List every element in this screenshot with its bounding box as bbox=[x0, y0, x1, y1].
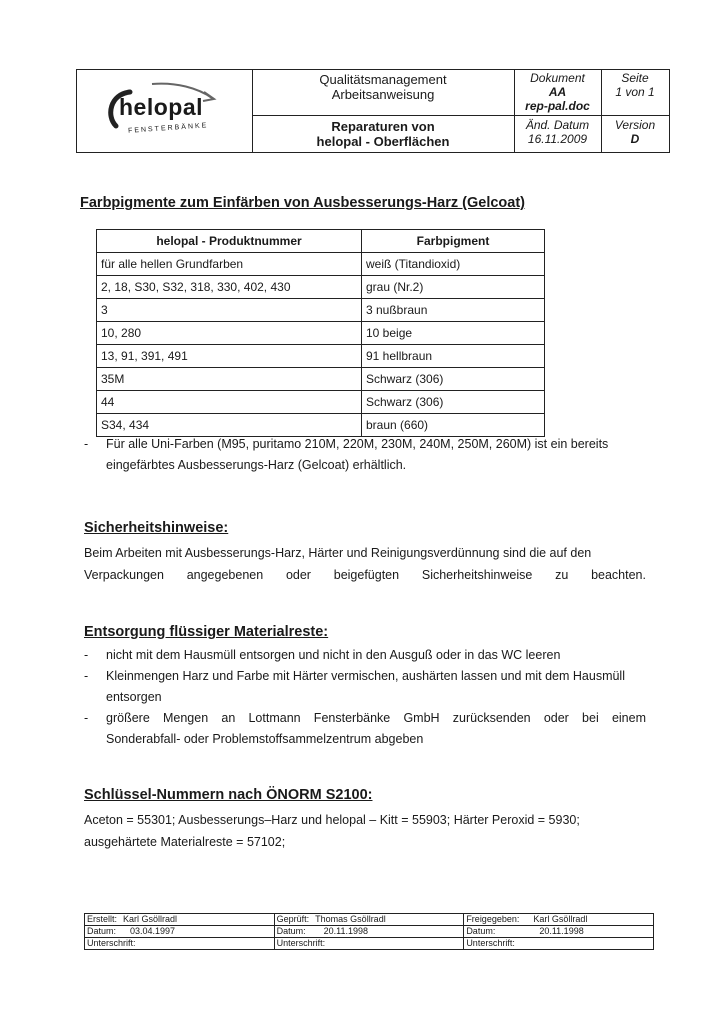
document-id: Dokument AA rep-pal.doc bbox=[525, 71, 590, 113]
keys-section-heading: Schlüssel-Nummern nach ÖNORM S2100: bbox=[84, 787, 373, 803]
department-heading: Qualitätsmanagement Arbeitsanweisung bbox=[319, 72, 447, 102]
list-item: - Kleinmengen Harz und Farbe mit Härter vermischen, aushärten lassen und mit dem Hausmüll entsorgen bbox=[84, 666, 654, 708]
table-header-row bbox=[97, 230, 545, 253]
list-item: - größere Mengen an Lottmann Fensterbänke GmbH zurücksenden oder bei einem Sonderabfall- oder Problemstoffsammelzentrum abgeben bbox=[84, 708, 654, 750]
table-row: 3 3 nußbraun bbox=[97, 299, 545, 322]
approval-table bbox=[84, 913, 654, 950]
table-row: Unterschrift: Unterschrift: Unterschrift: bbox=[85, 938, 654, 950]
table-row: S34, 434 braun (660) bbox=[97, 414, 545, 437]
pigment-table bbox=[96, 229, 545, 437]
disposal-list bbox=[84, 645, 654, 750]
safety-section-heading: Sicherheitshinweise: bbox=[84, 520, 229, 536]
change-date: Änd. Datum 16.11.2009 bbox=[525, 118, 590, 146]
pigment-section-heading: Farbpigmente zum Einfärben von Ausbesserungs-Harz (Gelcoat) bbox=[80, 195, 526, 211]
document-title: Reparaturen von helopal - Oberflächen bbox=[316, 119, 450, 149]
helopal-logo: helopal FENSTERBÄNKE bbox=[96, 78, 246, 148]
table-row: für alle hellen Grundfarben weiß (Titandioxid) bbox=[97, 253, 545, 276]
pigment-note bbox=[84, 434, 664, 476]
table-row: 2, 18, S30, S32, 318, 330, 402, 430 grau (Nr.2) bbox=[97, 276, 545, 299]
safety-text: Beim Arbeiten mit Ausbesserungs-Harz, Härter und Reinigungsverdünnung sind die auf den Verpackungen angegebenen oder beigefügten Sicherheitshinweise zu beachten. bbox=[84, 546, 646, 582]
table-row: Datum: 03.04.1997 Datum: 20.11.1998 Datum: 20.11.1998 bbox=[85, 926, 654, 938]
table-row: Erstellt: Karl Gsöllradl Geprüft: Thomas Gsöllradl Freigegeben: Karl Gsöllradl bbox=[85, 914, 654, 926]
disposal-section-heading: Entsorgung flüssiger Materialreste: bbox=[84, 624, 329, 640]
table-row: 44 Schwarz (306) bbox=[97, 391, 545, 414]
column-header-pigment: Farbpigment bbox=[362, 230, 545, 253]
table-row: 35M Schwarz (306) bbox=[97, 368, 545, 391]
table-row: 13, 91, 391, 491 91 hellbraun bbox=[97, 345, 545, 368]
column-header-product: helopal - Produktnummer bbox=[97, 230, 362, 253]
version: Version D bbox=[614, 118, 656, 146]
list-item: - nicht mit dem Hausmüll entsorgen und nicht in den Ausguß oder in das WC leeren bbox=[84, 645, 654, 666]
keys-text: Aceton = 55301; Ausbesserungs–Harz und helopal – Kitt = 55903; Härter Peroxid = 5930; ausgehärtete Materialreste = 57102; bbox=[84, 813, 580, 849]
page-number: Seite 1 von 1 bbox=[615, 71, 655, 99]
table-row: 10, 280 10 beige bbox=[97, 322, 545, 345]
list-item: - Für alle Uni-Farben (M95, puritamo 210M, 220M, 230M, 240M, 250M, 260M) ist ein bereits eingefärbtes Ausbesserungs-Harz (Gelcoat) erhältlich. bbox=[84, 434, 664, 476]
